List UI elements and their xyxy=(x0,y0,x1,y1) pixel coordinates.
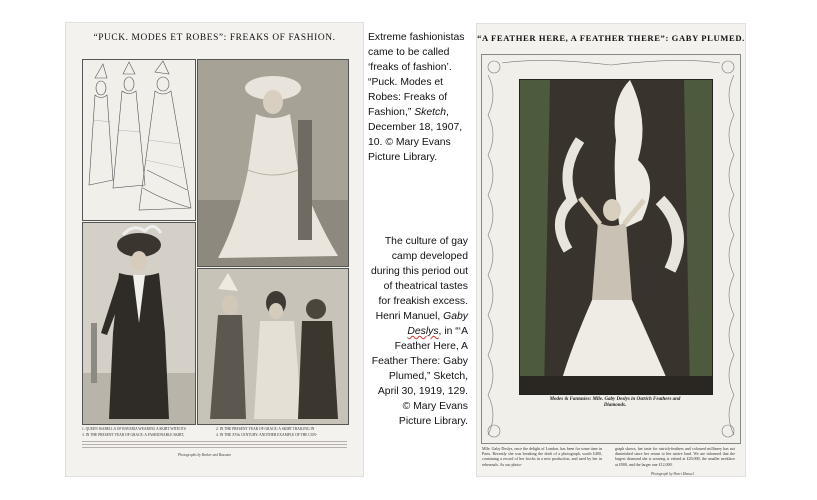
left-page-title: “PUCK. MODES ET ROBES”: FREAKS OF FASHION. xyxy=(93,33,336,43)
caption-first-lead: Extreme fashionistas came to be called ‘freaks of fashion’. “Puck. Modes et Robes: Freaks of Fashion,” xyxy=(368,32,465,118)
caption-first-tail: , December 18, 1907, 10. © Mary Evans Picture Library. xyxy=(368,107,463,163)
left-caption-row-3: 3. IN THE PRESENT YEAR OF GRACE: A FASHIONABLE SKIRT, xyxy=(82,433,185,437)
photo-caption-plate: Modes & Fantasies: Mlle. Gaby Deslys in Ostrich Feathers and Diamonds. xyxy=(549,397,681,408)
right-page-credit: Photograph by Henri Manuel. xyxy=(651,472,695,476)
right-text-column-2: graph shows, her taste for ostrich-feathers and coloured millinery has not diminished since her return to her native land. We are informed that the largest diamond she is wearing is valued at £20,000, the smaller necklace at £900, and the larger one £12,000. xyxy=(615,446,735,467)
caption-second-name-b: Deslys xyxy=(407,326,439,337)
left-magazine-page xyxy=(66,23,363,476)
feather-hat-photo xyxy=(82,222,196,425)
left-caption-row-1: 1. QUEEN ISABELLA OF BAVARIA WEARING A SKIRT WITH ITS xyxy=(82,427,186,431)
caption-second-name-a: Gaby xyxy=(443,311,468,322)
gaby-figure xyxy=(520,80,712,394)
gaby-deslys-photo xyxy=(519,79,713,395)
right-page-title: “A FEATHER HERE, A FEATHER THERE”: GABY PLUMED. xyxy=(477,33,745,43)
right-magazine-page xyxy=(477,24,745,476)
caption-second-tail: , in “‘A Feather Here, A Feather There: Gaby Plumed,” Sketch, April 30, 1919, 129. © Mary Evans Picture Library. xyxy=(371,326,468,427)
feather-hat-figure xyxy=(83,223,195,424)
caption-second-lead: The culture of gay camp developed during this period out of theatrical tastes for freakish excess. Henri Manuel, xyxy=(370,236,468,322)
gown-figure xyxy=(198,60,348,266)
right-text-column-1: Mlle. Gaby Deslys, once the delight of London, has been for some time in Paris. Recently she was breaking the draft of a photograph, worth £400, containing a record of her frocks in a new production, and used by her in rehearsals. As our photo- xyxy=(482,446,602,467)
left-page-credit: Photographs by Barker and Bassano xyxy=(178,453,232,457)
gown-photo xyxy=(197,59,349,267)
sketch-illustration xyxy=(82,59,196,221)
left-caption-filler xyxy=(82,439,347,449)
caption-gaby-plumed xyxy=(370,234,468,429)
left-caption-row-2: 2. IN THE PRESENT YEAR OF GRACE: A SKIRT TRAILING IN xyxy=(216,427,315,431)
caption-freaks-of-fashion xyxy=(368,30,478,165)
medieval-costume-photo xyxy=(197,268,349,425)
left-caption-row-4: 4. IN THE XVth CENTURY: ANOTHER EXAMPLE OF THE CON- xyxy=(216,433,318,437)
caption-first-source: Sketch xyxy=(414,107,446,118)
gaby-deslys-frame xyxy=(481,54,741,444)
sketch-figures xyxy=(83,60,195,220)
medieval-figures xyxy=(198,269,348,424)
